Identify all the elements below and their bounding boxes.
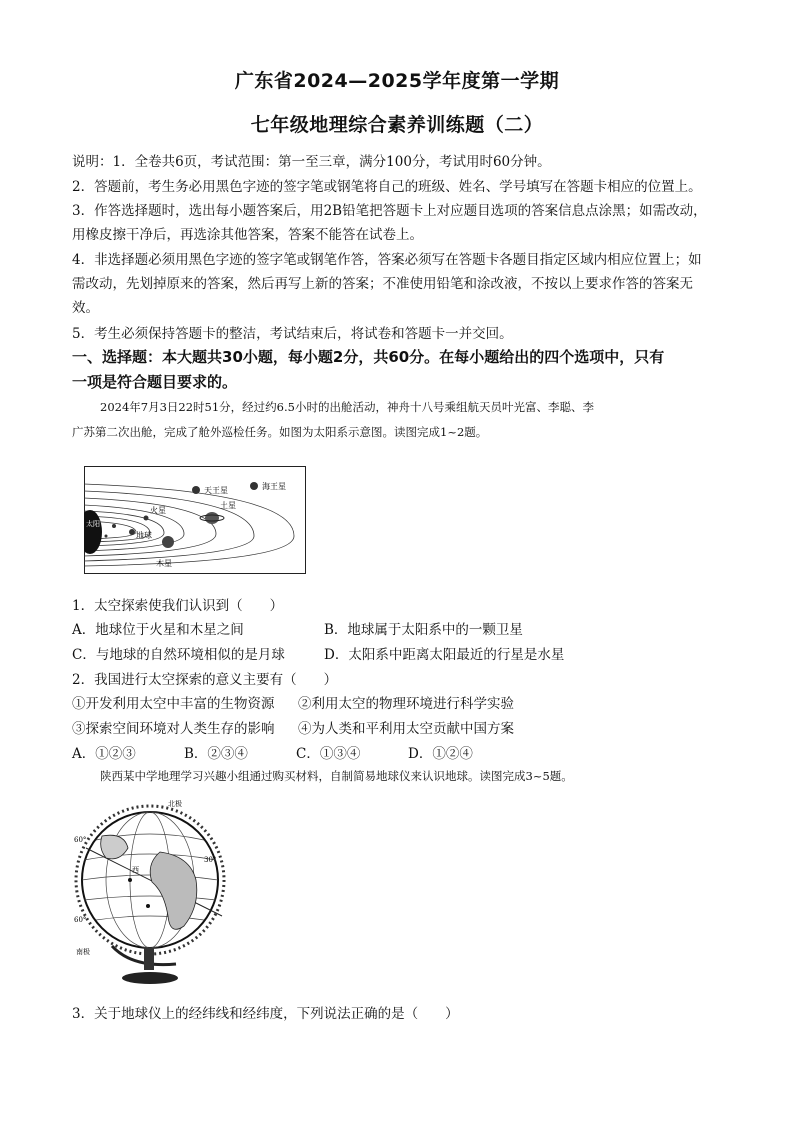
instruction-line: 说明：1．全卷共6页，考试范围：第一至三章，满分100分，考试用时60分钟。 xyxy=(72,154,551,170)
q1-option-b[interactable]: B．地球属于太阳系中的一颗卫星 xyxy=(324,622,523,638)
instruction-line: 效。 xyxy=(72,300,99,316)
instruction-line: 4．非选择题必须用黑色字迹的签字笔或钢笔作答，答案必须写在答题卡各题目指定区域内相应位置上；如 xyxy=(72,252,702,268)
section-heading: 一、选择题：本大题共30小题，每小题2分，共60分。在每小题给出的四个选项中，只有 xyxy=(72,348,665,366)
globe-stand-base xyxy=(122,972,178,984)
exam-subtitle: 七年级地理综合素养训练题（二） xyxy=(250,114,544,136)
instruction-line: 需改动，先划掉原来的答案，然后再写上新的答案；不准使用铅笔和涂改液，不按以上要求作答的答案无 xyxy=(72,276,693,292)
sun-label: 太阳 xyxy=(86,520,100,528)
instruction-line: 用橡皮擦干净后，再选涂其他答案，答案不能答在试卷上。 xyxy=(72,227,423,243)
q2-statement-4: ④为人类和平利用太空贡献中国方案 xyxy=(298,721,514,737)
lat-label: 60° xyxy=(74,916,87,924)
instruction-line: 5．考生必须保持答题卡的整洁，考试结束后，将试卷和答题卡一并交回。 xyxy=(72,326,513,342)
q2-option-c[interactable]: C．①③④ xyxy=(296,746,361,762)
mercury-marker xyxy=(105,535,108,538)
saturn-marker xyxy=(205,512,219,524)
neptune-label: 海王星 xyxy=(262,482,286,491)
q2-stem: 2．我国进行太空探索的意义主要有（ ） xyxy=(72,672,338,688)
globe-figure xyxy=(72,796,232,988)
lat-label: 30° xyxy=(204,856,217,864)
earth-label: 地球 xyxy=(136,531,152,540)
context-text: 广苏第二次出舱，完成了舱外巡检任务。如图为太阳系示意图。读图完成1~2题。 xyxy=(72,425,488,439)
neptune-marker xyxy=(250,482,258,490)
q1-option-d[interactable]: D．太阳系中距离太阳最近的行星是水星 xyxy=(324,647,565,663)
lat-label: 60° xyxy=(74,836,87,844)
west-label: 西 xyxy=(132,866,139,874)
exam-title: 广东省2024—2025学年度第一学期 xyxy=(234,70,560,92)
section-heading: 一项是符合题目要求的。 xyxy=(72,373,238,391)
q1-option-a[interactable]: A．地球位于火星和木星之间 xyxy=(72,622,244,638)
q2-statement-3: ③探索空间环境对人类生存的影响 xyxy=(72,721,275,737)
q1-option-c[interactable]: C．与地球的自然环境相似的是月球 xyxy=(72,647,285,663)
globe-point xyxy=(146,904,150,908)
instruction-line: 2．答题前，考生务必用黑色字迹的签字笔或钢笔将自己的班级、姓名、学号填写在答题卡相应的位置上。 xyxy=(72,179,702,195)
solar-system-figure xyxy=(84,466,306,574)
earth-marker xyxy=(129,529,135,535)
uranus-marker xyxy=(192,486,200,494)
uranus-label: 天王星 xyxy=(204,486,228,495)
mars-label: 火星 xyxy=(150,506,166,515)
q2-statement-2: ②利用太空的物理环境进行科学实验 xyxy=(298,696,514,712)
q1-stem: 1．太空探索使我们认识到（ ） xyxy=(72,598,284,614)
q2-option-b[interactable]: B．②③④ xyxy=(184,746,248,762)
mars-marker xyxy=(144,516,149,521)
q2-option-d[interactable]: D．①②④ xyxy=(408,746,473,762)
context-text: 2024年7月3日22时51分，经过约6.5小时的出舱活动，神舟十八号乘组航天员叶光富、李聪、李 xyxy=(100,400,594,414)
globe-point xyxy=(128,878,132,882)
saturn-label: 土星 xyxy=(220,501,236,510)
jupiter-label: 木星 xyxy=(156,559,172,568)
jupiter-marker xyxy=(162,536,174,548)
north-pole-label: 北极 xyxy=(168,800,182,808)
q2-option-a[interactable]: A．①②③ xyxy=(72,746,136,762)
q2-statement-1: ①开发利用太空中丰富的生物资源 xyxy=(72,696,275,712)
venus-marker xyxy=(112,524,116,528)
context-text: 陕西某中学地理学习兴趣小组通过购买材料，自制简易地球仪来认识地球。读图完成3~5题。 xyxy=(100,769,573,783)
globe-stand-post xyxy=(144,948,154,970)
south-pole-label: 南极 xyxy=(76,948,90,956)
q3-stem: 3．关于地球仪上的经纬线和经纬度，下列说法正确的是（ ） xyxy=(72,1006,459,1022)
instruction-line: 3．作答选择题时，选出每小题答案后，用2B铅笔把答题卡上对应题目选项的答案信息点涂黑；如需改动， xyxy=(72,203,707,219)
